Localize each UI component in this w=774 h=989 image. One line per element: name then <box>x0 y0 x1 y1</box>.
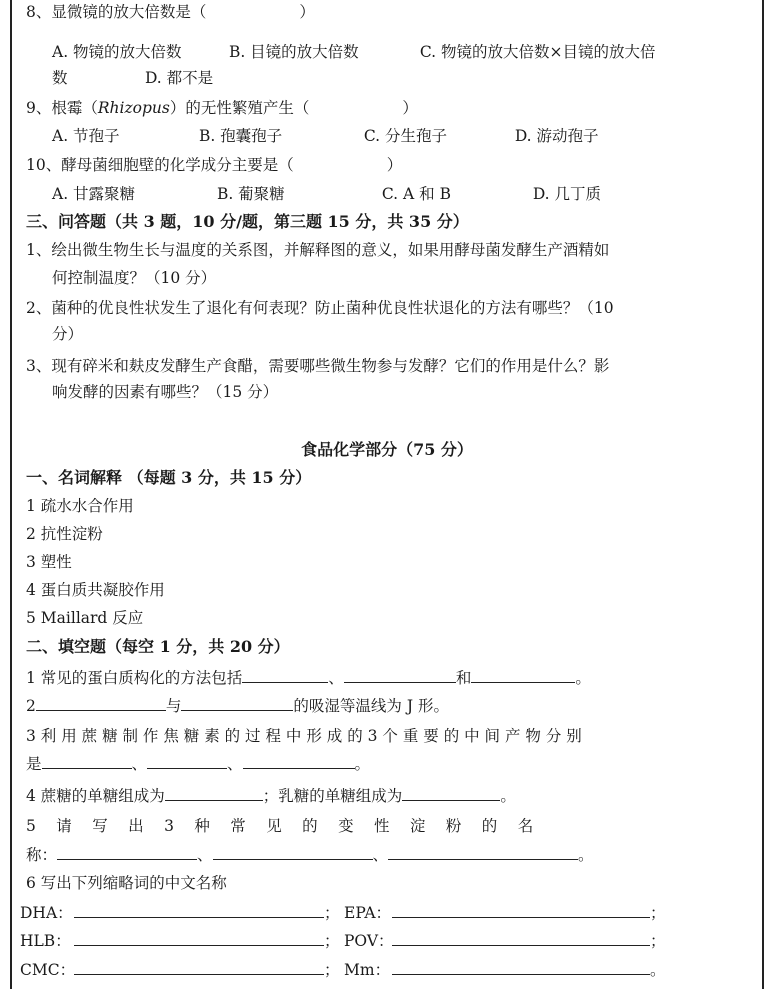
q9-option-d: D. 游动孢子 <box>514 127 599 145</box>
q10-option-c: C. A 和 B <box>381 185 451 203</box>
qa-q1-line2: 何控制温度？（10 分） <box>52 269 217 287</box>
fill-q2-blank-1[interactable] <box>36 696 166 711</box>
fill-q5-cheng: 称： <box>26 846 58 864</box>
q8-stem <box>26 2 315 22</box>
q8-options-cont <box>52 68 213 88</box>
q8-option-d: D. 都不是 <box>144 69 214 87</box>
qa-q3-line2: 响发酵的因素有哪些？（15 分） <box>52 383 279 401</box>
fill-q4-mid: ；乳糖的单糖组成为 <box>262 787 403 805</box>
abbr-row-2-right <box>344 931 666 951</box>
abbr-sep-1: ； <box>324 904 340 922</box>
qa-q3-line1: 3、现有碎米和麸皮发酵生产食醋，需要哪些微生物参与发酵？它们的作用是什么？影 <box>26 357 610 375</box>
abbr-sep-5: ； <box>324 961 340 979</box>
term-item-4: 4 蛋白质共凝胶作用 <box>26 581 165 599</box>
fill-q5-sep-2: 、 <box>372 846 389 864</box>
q9-options <box>52 126 599 146</box>
q10-stem-text: 10、酵母菌细胞壁的化学成分主要是（ ） <box>26 156 403 174</box>
fill-q1-sep-2: 和 <box>455 669 472 687</box>
abbr-pov-blank[interactable] <box>392 931 650 946</box>
fill-q3-blank-3[interactable] <box>243 754 355 769</box>
fill-q5-blank-1[interactable] <box>57 845 197 860</box>
q10-option-a: A. 甘露聚糖 <box>52 185 136 203</box>
fill-q1-end: 。 <box>575 669 591 687</box>
q10-option-d: D. 几丁质 <box>532 185 602 203</box>
fill-q1-blank-3[interactable] <box>471 668 575 683</box>
fill-q1-blank-2[interactable] <box>344 668 456 683</box>
fill-q3-sep-2: 、 <box>227 755 243 773</box>
q9-stem-genus: Rhizopus <box>97 99 170 117</box>
fill-q4 <box>26 786 516 806</box>
fill-q2-num: 2 <box>26 697 36 715</box>
fill-q4-pre: 4 蔗糖的单糖组成为 <box>26 787 165 805</box>
abbr-sep-4: ； <box>650 932 666 950</box>
abbr-row-3-right <box>344 960 666 980</box>
abbr-epa-blank[interactable] <box>392 903 650 918</box>
q10-options <box>52 184 601 204</box>
fill-q6-heading: 6 写出下列缩略词的中文名称 <box>26 874 227 892</box>
fill-q5-blank-2[interactable] <box>213 845 373 860</box>
qa-heading: 三、问答题（共 3 题，10 分/题，第三题 15 分，共 35 分） <box>26 212 469 231</box>
fill-q4-blank-2[interactable] <box>402 786 500 801</box>
fill-q3-blank-1[interactable] <box>42 754 132 769</box>
fill-q1-text: 1 常见的蛋白质构化的方法包括 <box>26 669 243 687</box>
q9-stem-post: ）的无性繁殖产生（ ） <box>169 99 418 117</box>
abbr-dha-blank[interactable] <box>74 903 324 918</box>
fill-q2 <box>26 696 449 716</box>
q9-option-b: B. 孢囊孢子 <box>198 127 283 145</box>
qa-q2-line2: 分） <box>52 325 84 343</box>
fill-q2-post: 的吸湿等温线为 J 形。 <box>293 697 449 715</box>
fill-q3-blank-2[interactable] <box>147 754 227 769</box>
abbr-sep-2: ； <box>650 904 666 922</box>
term-item-2: 2 抗性淀粉 <box>26 525 103 543</box>
term-item-3: 3 塑性 <box>26 553 72 571</box>
fill-heading: 二、填空题（每空 1 分，共 20 分） <box>26 637 290 656</box>
q9-stem <box>26 98 418 118</box>
fill-q5-sep-1: 、 <box>197 846 213 864</box>
fill-q2-blank-2[interactable] <box>181 696 293 711</box>
fill-q2-yu: 与 <box>165 697 182 715</box>
fill-q1-sep-1: 、 <box>328 669 344 687</box>
abbr-row-1 <box>20 903 376 923</box>
fill-q5-line1: 5 请 写 出 3 种 常 见 的 变 性 淀 粉 的 名 <box>26 817 534 835</box>
term-item-1: 1 疏水水合作用 <box>26 497 134 515</box>
fill-q1-blank-1[interactable] <box>242 668 328 683</box>
abbr-row-3 <box>20 960 376 980</box>
abbr-cmc-blank[interactable] <box>74 960 324 975</box>
q8-option-b: B. 目镜的放大倍数 <box>228 43 359 61</box>
abbr-mm-blank[interactable] <box>392 960 650 975</box>
fill-q5-line2 <box>26 845 594 865</box>
abbr-end: 。 <box>650 961 666 979</box>
fill-q3-shi: 是 <box>26 755 42 773</box>
abbr-cmc-label: CMC： <box>20 961 76 979</box>
q9-stem-pre: 9、根霉（ <box>26 99 98 117</box>
abbr-mm-label: Mm： <box>344 961 391 979</box>
fill-q5-end: 。 <box>578 846 594 864</box>
q8-option-c-cont: 数 <box>52 69 68 87</box>
q8-option-a: A. 物镜的放大倍数 <box>52 43 182 61</box>
abbr-dha-label: DHA： <box>20 904 73 922</box>
q8-options <box>52 42 656 62</box>
fill-q5-blank-3[interactable] <box>388 845 578 860</box>
exam-page <box>10 0 764 989</box>
fill-q3-line2 <box>26 754 370 774</box>
abbr-sep-3: ； <box>324 932 340 950</box>
q9-option-c: C. 分生孢子 <box>363 127 448 145</box>
fill-q3-sep-1: 、 <box>131 755 148 773</box>
abbr-row-2 <box>20 931 376 951</box>
abbr-epa-label: EPA： <box>344 904 392 922</box>
fill-q4-blank-1[interactable] <box>165 786 263 801</box>
fill-q4-end: 。 <box>500 787 516 805</box>
q8-stem-text: 8、显微镜的放大倍数是（ ） <box>26 3 315 21</box>
abbr-row-1-right <box>344 903 666 923</box>
fill-q1 <box>26 668 591 688</box>
fill-q3-line1: 3 利 用 蔗 糖 制 作 焦 糖 素 的 过 程 中 形 成 的 3 个 重 要 的 中 间 产 物 分 别 <box>26 727 582 745</box>
food-chem-title: 食品化学部分（75 分） <box>301 440 473 459</box>
q10-stem <box>26 155 402 175</box>
abbr-pov-label: POV： <box>344 932 394 950</box>
qa-q1-line1: 1、绘出微生物生长与温度的关系图，并解释图的意义，如果用酵母菌发酵生产酒精如 <box>26 241 610 259</box>
q10-option-b: B. 葡聚糖 <box>216 185 285 203</box>
qa-q2-line1: 2、菌种的优良性状发生了退化有何表现？防止菌种优良性状退化的方法有哪些？（10 <box>26 299 614 317</box>
abbr-hlb-blank[interactable] <box>74 931 324 946</box>
q8-option-c: C. 物镜的放大倍数×目镜的放大倍 <box>419 43 656 61</box>
q9-option-a: A. 节孢子 <box>52 127 120 145</box>
fill-q3-end: 。 <box>354 755 371 773</box>
term-item-5: 5 Maillard 反应 <box>26 609 144 627</box>
terms-heading: 一、名词解释 （每题 3 分，共 15 分） <box>26 468 312 487</box>
abbr-hlb-label: HLB： <box>20 932 71 950</box>
